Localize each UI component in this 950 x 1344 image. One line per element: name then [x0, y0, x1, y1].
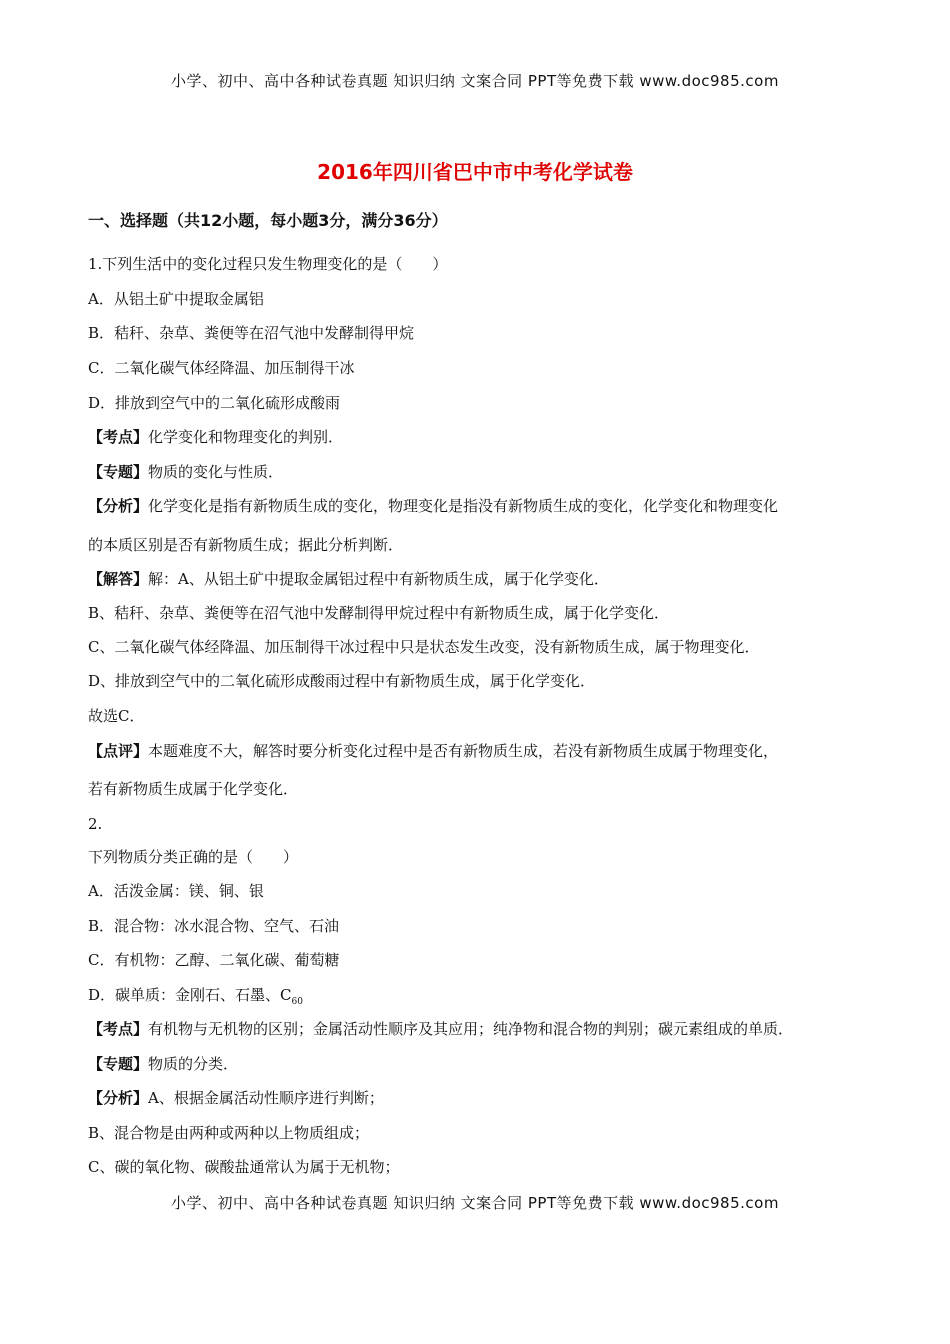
q1-jieda-text-2: B、秸秆、杂草、粪便等在沼气池中发酵制得甲烷过程中有新物质生成，属于化学变化．: [88, 604, 670, 622]
q1-fenxi-tag: 【分析】: [88, 497, 149, 515]
q1-zhuanti-tag: 【专题】: [88, 463, 149, 481]
q2-fenxi: [88, 1088, 384, 1108]
q1-fenxi: [88, 496, 778, 516]
q1-dianping-text-2: 若有新物质生成属于化学变化．: [88, 780, 299, 798]
q2-zhuanti-tag: 【专题】: [88, 1055, 149, 1073]
q2-option-b: B．混合物：冰水混合物、空气、石油: [88, 917, 340, 935]
q1-zhuanti: [88, 462, 283, 482]
q2-kaodian: [88, 1019, 793, 1039]
q2-fenxi-text-3: C、碳的氧化物、碳酸盐通常认为属于无机物；: [88, 1158, 400, 1176]
exam-title: 2016年四川省巴中市中考化学试卷: [317, 160, 633, 184]
q1-jieda-text-1: 解：A、从铝土矿中提取金属铝过程中有新物质生成，属于化学变化．: [148, 570, 609, 588]
q1-option-c: C．二氧化碳气体经降温、加压制得干冰: [88, 359, 355, 377]
q2-kaodian-tag: 【考点】: [88, 1020, 149, 1038]
q2-zhuanti-text: 物质的分类．: [148, 1055, 239, 1073]
q2-option-c: C．有机物：乙醇、二氧化碳、葡萄糖: [88, 951, 340, 969]
q2-option-d-text: D．碳单质：金刚石、石墨、C: [88, 986, 292, 1004]
q2-fenxi-text-1: A、根据金属活动性顺序进行判断；: [148, 1089, 384, 1107]
q2-fenxi-text-2: B、混合物是由两种或两种以上物质组成；: [88, 1124, 370, 1142]
q1-jieda-text-4: D、排放到空气中的二氧化硫形成酸雨过程中有新物质生成，属于化学变化．: [88, 672, 596, 690]
q1-jieda-tag: 【解答】: [88, 570, 149, 588]
page-header: 小学、初中、高中各种试卷真题 知识归纳 文案合同 PPT等免费下载 www.doc985.com: [171, 72, 779, 90]
q1-zhuanti-text: 物质的变化与性质．: [148, 463, 284, 481]
q2-option-d: [88, 985, 303, 1012]
q1-option-a: A．从铝土矿中提取金属铝: [88, 290, 264, 308]
q1-fenxi-text-2: 的本质区别是否有新物质生成；据此分析判断．: [88, 536, 404, 554]
q1-kaodian: [88, 427, 343, 447]
q1-option-d: D．排放到空气中的二氧化硫形成酸雨: [88, 394, 341, 412]
q2-stem: 下列物质分类正确的是（ ）: [88, 848, 299, 866]
q1-jieda: [88, 569, 609, 589]
page-footer: 小学、初中、高中各种试卷真题 知识归纳 文案合同 PPT等免费下载 www.doc985.com: [171, 1194, 779, 1212]
q2-kaodian-text: 有机物与无机物的区别；金属活动性顺序及其应用；纯净物和混合物的判别；碳元素组成的单质．: [148, 1020, 794, 1038]
q1-stem: 1.下列生活中的变化过程只发生物理变化的是（ ）: [88, 255, 448, 273]
q2-option-d-subscript: 60: [291, 997, 303, 1007]
section-heading: 一、选择题（共12小题，每小题3分，满分36分）: [88, 211, 448, 230]
q1-dianping: [88, 741, 778, 761]
q1-kaodian-text: 化学变化和物理变化的判别．: [148, 428, 344, 446]
q2-option-a: A．活泼金属：镁、铜、银: [88, 882, 264, 900]
q1-dianping-tag: 【点评】: [88, 742, 149, 760]
q1-option-b: B．秸秆、杂草、粪便等在沼气池中发酵制得甲烷: [88, 324, 415, 342]
q2-number: 2.: [88, 815, 103, 833]
q1-fenxi-text-1: 化学变化是指有新物质生成的变化，物理变化是指没有新物质生成的变化，化学变化和物理变化: [148, 497, 779, 515]
q1-answer: 故选C．: [88, 707, 145, 725]
q2-fenxi-tag: 【分析】: [88, 1089, 149, 1107]
q1-jieda-text-3: C、二氧化碳气体经降温、加压制得干冰过程中只是状态发生改变，没有新物质生成，属于物理变化．: [88, 638, 760, 656]
q1-kaodian-tag: 【考点】: [88, 428, 149, 446]
q1-dianping-text-1: 本题难度不大，解答时要分析变化过程中是否有新物质生成，若没有新物质生成属于物理变化，: [148, 742, 779, 760]
q2-zhuanti: [88, 1054, 238, 1074]
